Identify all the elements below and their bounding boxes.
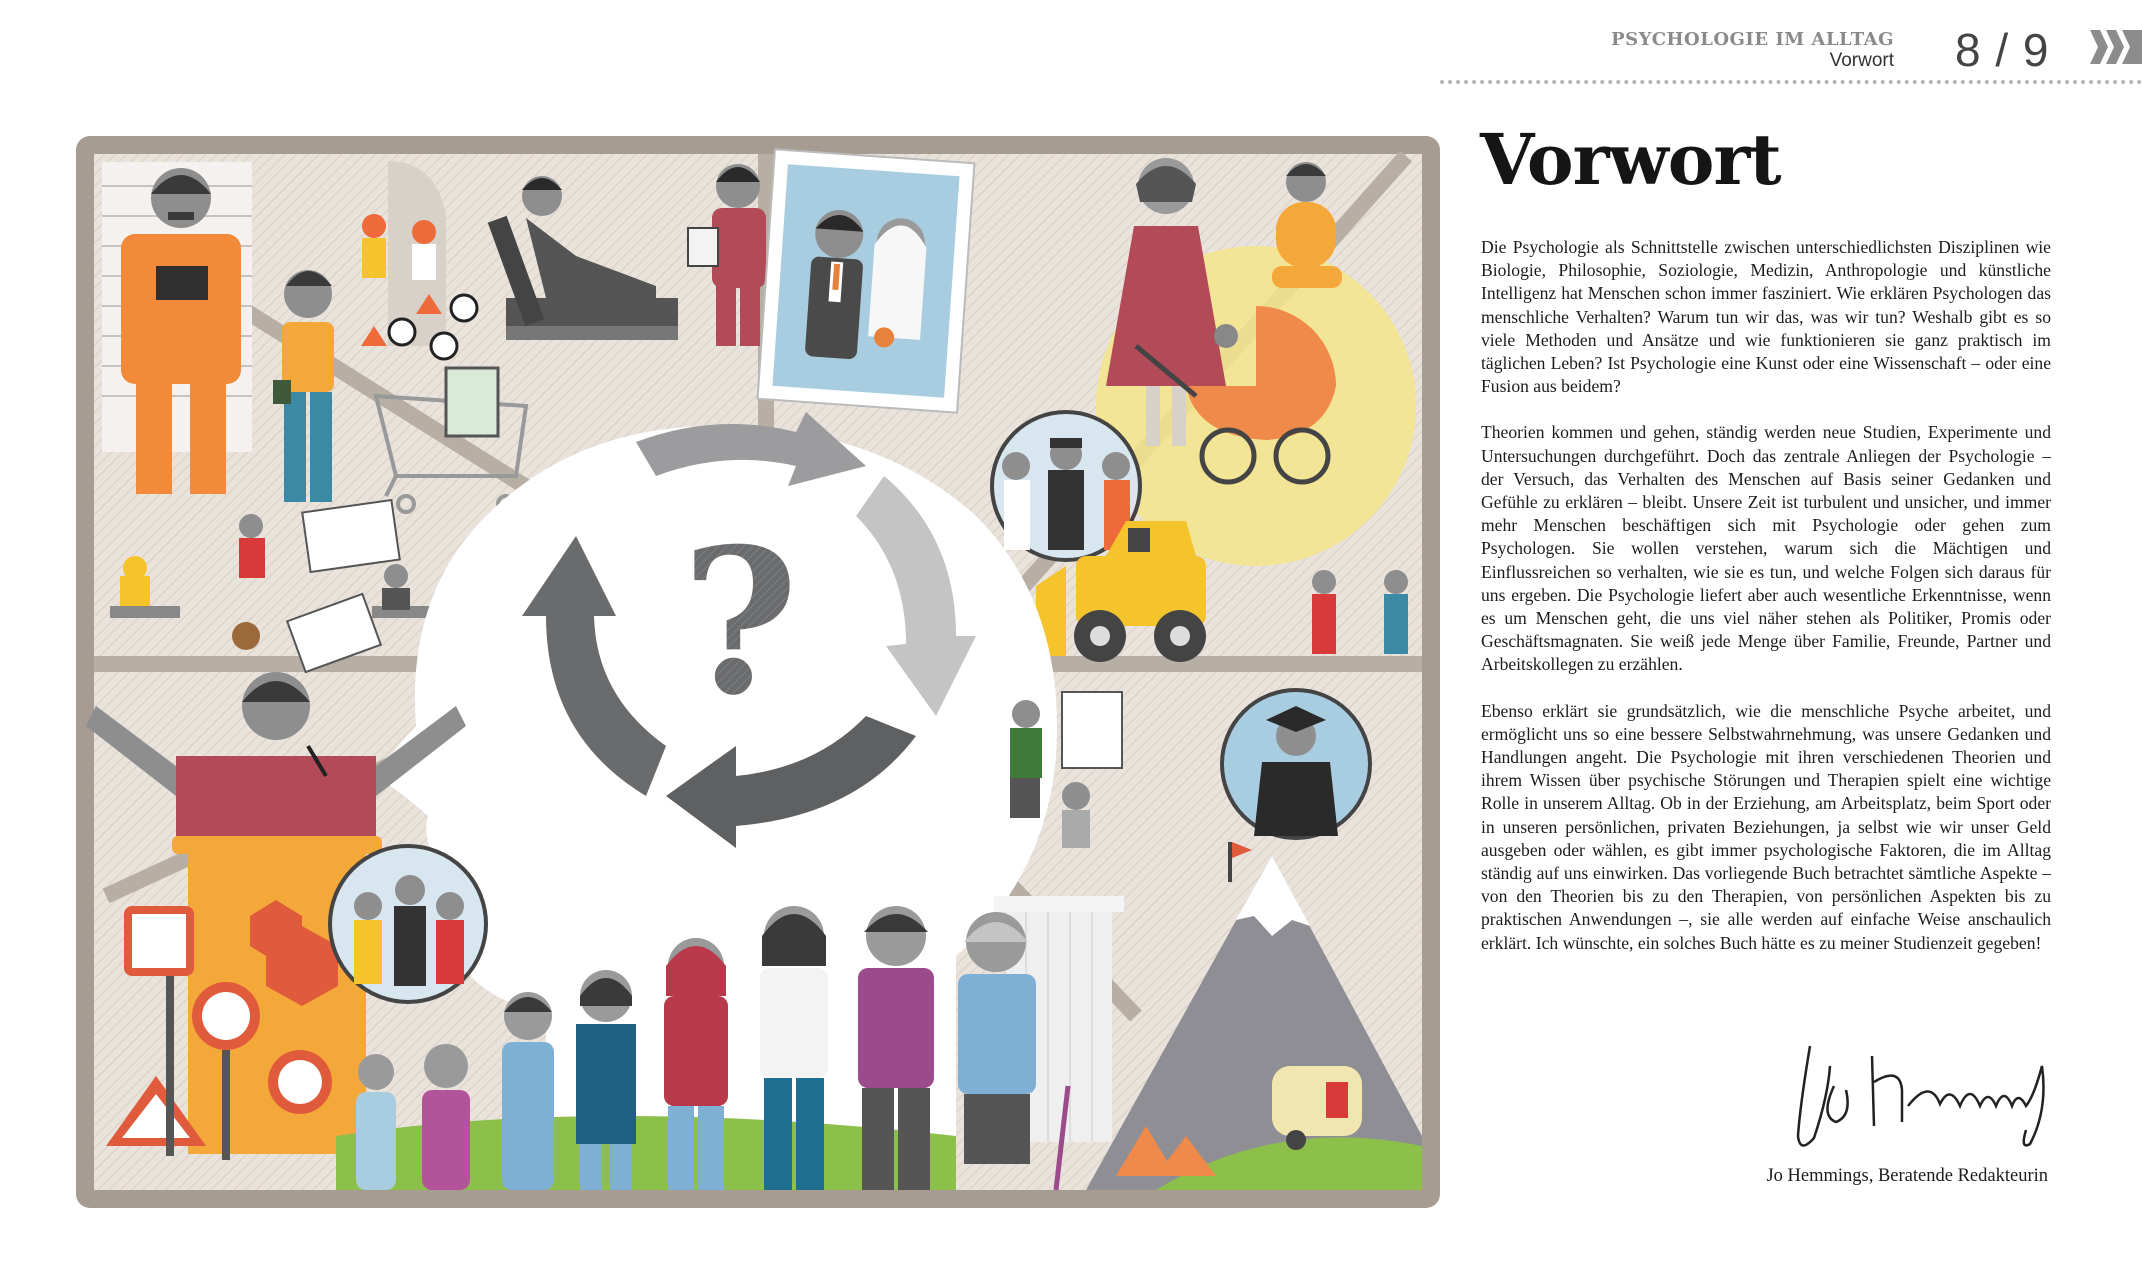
- page-indicator: 8 / 9: [1955, 24, 2050, 76]
- paragraph-1: Die Psychologie als Schnittstelle zwischen unterschiedlichsten Disziplinen wie Biologie, Philosophie, Soziologie, Medizin, Anthropologie und künstliche Intelligenz hat Menschen schon immer fasziniert. Wie erklären Psychologen das menschliche Verhalten? Warum tun wir das, was wir tun? Weshalb gibt es so viele Methoden und Ansätze und wie funktionieren sie ganz praktisch im täglichen Leben? Ist Psychologie eine Kunst oder eine Wissenschaft – oder eine Fusion aus beidem?: [1481, 237, 2051, 397]
- header-divider: [1440, 80, 2142, 84]
- article-body: [1481, 236, 2051, 978]
- person-baby: [356, 1054, 396, 1190]
- illustration-canvas: [76, 136, 1440, 1208]
- book-title: PSYCHOLOGIE IM ALLTAG: [1611, 29, 1894, 50]
- page-title: Vorwort: [1480, 118, 1781, 201]
- author-credit: Jo Hemmings, Beratende Redakteurin: [1766, 1166, 2048, 1186]
- psychology-illustration: [76, 136, 1440, 1208]
- wedding-photo-icon: [758, 149, 975, 412]
- subcultures-icon: [330, 846, 486, 1002]
- person-child: [502, 992, 554, 1190]
- next-page-chevron-icon[interactable]: [2090, 28, 2142, 66]
- person-toddler: [422, 1044, 470, 1190]
- graduate-icon: [1222, 690, 1370, 838]
- paragraph-2: Theorien kommen und gehen, ständig werden neue Studien, Experimente und Untersuchungen durchgeführt. Doch das zentrale Anliegen der Psychologie – der Versuch, das Verhalten des Menschen auf Basis seiner Gedanken und Gefühle zu erklären – bleibt. Unsere Zeit ist turbulent und unsicher, und immer mehr Menschen beschäftigen sich mit Psychologie oder gehen zum Psychologen. Sie wollen verstehen, warum sich die Mächtigen und Einflussreichen so verhalten, wie sie es tun, und welche Folgen sich daraus für uns ergeben. Die Psychologie liefert aber auch wesentliche Erkenntnisse, wenn es um Menschen geht, die uns viel näher stehen als Politiker, Promis oder Geschäftsmagnaten. Sie weiß jede Menge über Familie, Freunde, Partner und Arbeitskollegen zu erzählen.: [1481, 422, 2051, 675]
- chapter-label: Vorwort: [1829, 50, 1894, 71]
- paragraph-3: Ebenso erklärt sie grundsätzlich, wie die menschliche Psyche arbeitet, und ermöglicht uns so eine bessere Selbstwahrnehmung, was unsere Gedanken und Handlungen angeht. Die Psychologie mit ihren verschiedenen Theorien und ihrem Wissen über psychische Störungen und Therapien spielt eine wichtige Rolle in unserem Alltag. Ob in der Erziehung, am Arbeitsplatz, beim Sport oder in unseren persönlichen, privaten Beziehungen, ja selbst wie wir unser Geld ausgeben oder wählen, es gibt immer psychologische Faktoren, die im Alltag ständig auf uns einwirken. Das vorliegende Buch betrachtet sämtliche Aspekte – von den Theorien bis zu den Therapien, von persönlichen Aspekten bis zu praktischen Anwendungen –, sie alle werden auf einfache Weise anschaulich erklärt. Ich wünschte, ein solches Buch hätte es zu meiner Studienzeit gegeben!: [1481, 700, 2051, 953]
- question-mark: ?: [681, 505, 799, 740]
- prisoner-icon: [102, 162, 252, 494]
- handwritten-signature: [1790, 1026, 2050, 1156]
